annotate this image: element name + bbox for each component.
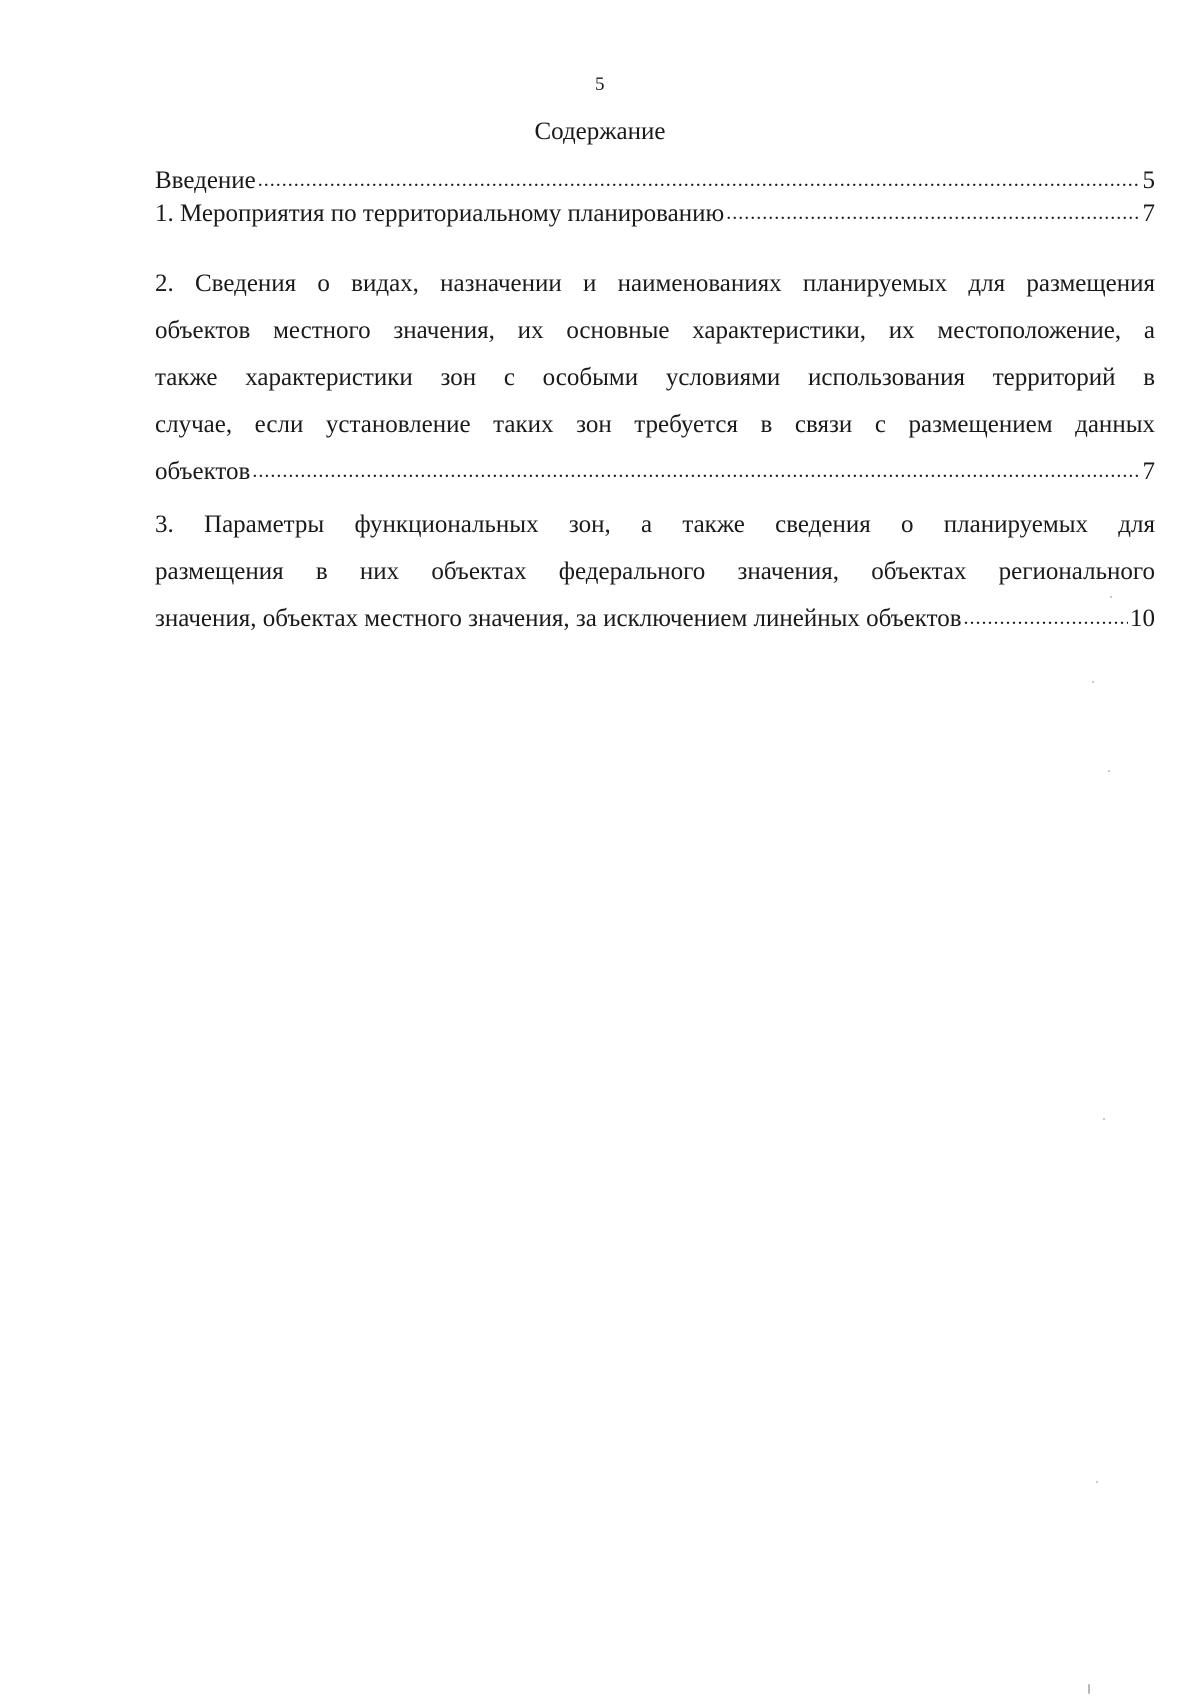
table-of-contents	[155, 164, 1155, 642]
toc-line	[155, 595, 1155, 642]
toc-entry-line: 3. Параметры функциональных зон, а также сведения о планируемых для	[155, 511, 1155, 538]
toc-entry-page: 5	[1142, 167, 1155, 194]
toc-entry-line: также характеристики зон с особыми условиями использования территорий в	[155, 364, 1155, 391]
scan-speck	[1088, 1684, 1090, 1694]
scan-speck	[1108, 770, 1110, 772]
toc-entry-2[interactable]	[155, 260, 1155, 495]
scan-speck	[1092, 681, 1094, 683]
toc-entry-title: 1. Мероприятия по территориальному планированию	[155, 200, 725, 227]
toc-leader-dots	[252, 461, 1140, 479]
toc-line	[155, 164, 1155, 197]
toc-entry-introduction[interactable]	[155, 164, 1155, 197]
page-number: 5	[595, 74, 605, 95]
scan-speck	[1096, 1481, 1098, 1483]
scan-speck	[1110, 596, 1112, 598]
toc-line	[155, 448, 1155, 495]
toc-entry-page: 7	[1142, 200, 1155, 227]
toc-entry-page: 7	[1142, 458, 1155, 485]
toc-entry-text	[155, 501, 1155, 595]
toc-entry-3[interactable]	[155, 501, 1155, 642]
toc-entry-line: случае, если установление таких зон требуется в связи с размещением данных	[155, 411, 1155, 438]
toc-entry-1[interactable]	[155, 197, 1155, 230]
toc-entry-last-line: значения, объектах местного значения, за исключением линейных объектов	[155, 605, 962, 632]
toc-title: Содержание	[534, 118, 666, 145]
toc-entry-line: размещения в них объектах федерального значения, объектах регионального	[155, 558, 1155, 585]
toc-entry-page: 10	[1130, 605, 1155, 632]
scan-speck	[1103, 1118, 1105, 1120]
toc-leader-dots	[964, 608, 1129, 626]
toc-entry-title: Введение	[155, 167, 256, 194]
toc-entry-text	[155, 260, 1155, 448]
toc-leader-dots	[726, 203, 1140, 221]
toc-leader-dots	[258, 170, 1141, 188]
toc-line	[155, 197, 1155, 230]
toc-entry-line: объектов местного значения, их основные характеристики, их местоположение, а	[155, 317, 1155, 344]
toc-entry-last-line: объектов	[155, 458, 251, 485]
toc-entry-line: 2. Сведения о видах, назначении и наименованиях планируемых для размещения	[155, 270, 1155, 297]
